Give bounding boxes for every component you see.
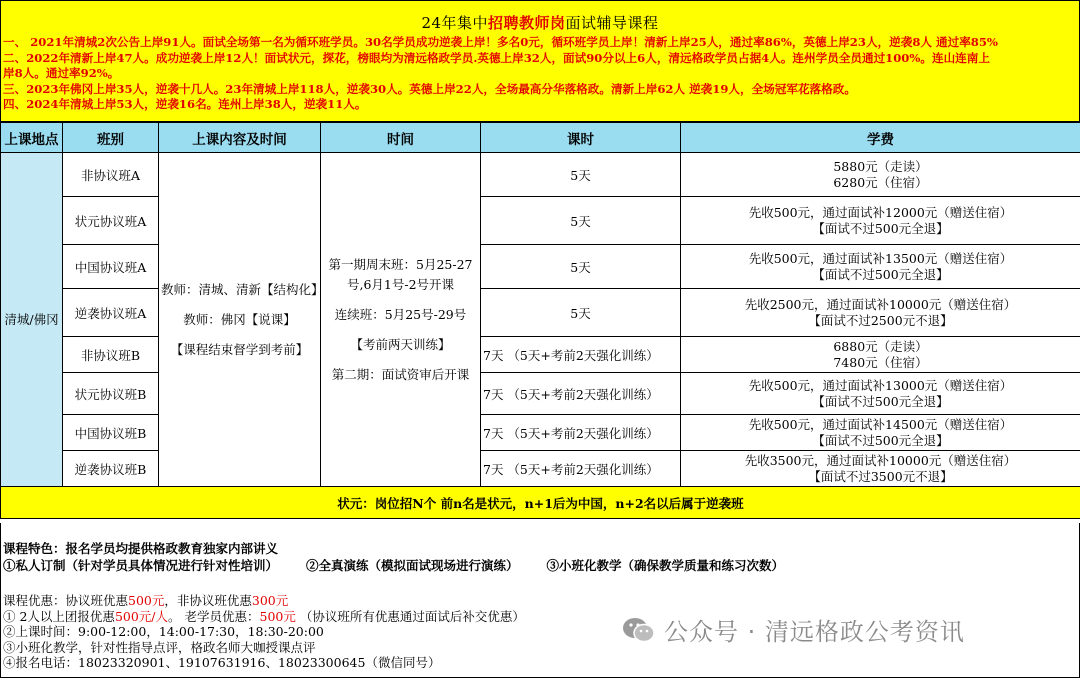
- table-row: [1, 153, 1080, 197]
- class-cell: 状元协议班B: [63, 373, 159, 415]
- ranking-note: 状元：岗位招N个 前n名是状元，n+1后为中国，n+2名以后属于逆袭班: [1, 487, 1080, 519]
- phone-line: ④报名电话：18023320901、19107631916、18023300645（微信同号）: [3, 655, 441, 670]
- discount-prefix: 课程优惠：协议班优惠: [3, 593, 129, 608]
- header-hours: 课时: [481, 123, 681, 153]
- fee-line: 先收500元，通过面试补13000元（赠送住宿）: [748, 377, 1013, 393]
- time-cell: [321, 153, 481, 487]
- time-line: 第一期周末班：5月25-27号,6月1号-2号开课: [328, 256, 473, 292]
- fee-line: 先收500元，通过面试补12000元（赠送住宿）: [748, 204, 1013, 220]
- header-class: 班别: [63, 123, 159, 153]
- fee-line: 【面试不过500元全退】: [812, 432, 949, 448]
- fee-cell: [681, 373, 1080, 415]
- time-line: 第二期：面试资审后开课: [331, 366, 470, 382]
- fee-line: 先收500元，通过面试补13500元（赠送住宿）: [748, 250, 1013, 266]
- time-line: 【考前两天训练】: [350, 336, 451, 352]
- small-class-line: ③小班化教学，针对性指导点评，格政名师大咖授课点评: [3, 639, 316, 655]
- hours-cell: 5天: [481, 153, 681, 197]
- discount-mid: ，非协议班优惠: [164, 593, 252, 608]
- discount-line: [3, 593, 525, 609]
- group-value: 500元/人: [114, 608, 169, 624]
- header-content: 上课内容及时间: [159, 123, 321, 153]
- feature-title: 课程特色：报名学员均提供格政教育独家内部讲义: [3, 541, 279, 556]
- discount-value: 300元: [251, 593, 289, 608]
- old-student-value: 500元: [259, 608, 296, 624]
- wechat-icon: [622, 616, 656, 644]
- feature-item: ③小班化教学（确保教学质量和练习次数）: [546, 558, 785, 573]
- content-line: 教师：佛冈【说课】: [183, 311, 296, 327]
- title-suffix: 面试辅导课程: [565, 14, 659, 32]
- fee-cell: [681, 337, 1080, 373]
- fee-line: 先收2500元，通过面试补10000元（赠送住宿）: [744, 296, 1017, 312]
- header-fee: 学费: [681, 123, 1080, 153]
- fee-cell: [681, 153, 1080, 197]
- title-prefix: 24年集中: [421, 14, 489, 32]
- hours-cell: 5天: [481, 197, 681, 245]
- note-line: 二、2022年清新上岸47人。成功逆袭上岸12人！面试状元，探花，榜眼均为清远格政学员.英德上岸32人，面试90分以上6人，清远格政学员占据4人。连州学员全员通过100%。连山连南上: [3, 50, 990, 65]
- class-cell: 非协议班A: [63, 153, 159, 197]
- fee-line: 【面试不过500元全退】: [812, 393, 949, 409]
- note-line: 四、2024年清城上岸53人，逆袭16名。连州上岸38人，逆袭11人。: [3, 97, 367, 111]
- class-cell: 中国协议班A: [63, 245, 159, 289]
- content-cell: [159, 153, 324, 487]
- group-prefix: ① 2人以上团报优惠: [3, 608, 115, 624]
- header-banner: [0, 0, 1080, 122]
- course-table: [0, 122, 1080, 519]
- fee-line: 【面试不过2500元不退】: [808, 312, 953, 328]
- page-title: [1, 13, 1079, 33]
- fee-line: 6880元（走读）: [833, 338, 928, 354]
- content-line: 【课程结束督学到考前】: [170, 341, 309, 357]
- title-highlight: 招聘教师岗: [488, 14, 566, 32]
- table-footer-row: [1, 487, 1080, 519]
- class-cell: 非协议班B: [63, 337, 159, 373]
- fee-line: 【面试不过500元全退】: [812, 266, 949, 282]
- note-line: 三、2023年佛冈上岸35人，逆袭十几人。23年清城上岸118人，逆袭30人。英德上岸22人，全场最高分华落格政。清新上岸62人 逆袭19人，全场冠军花落格政。: [3, 81, 856, 96]
- results-notes: [1, 35, 1079, 113]
- fee-line: 7480元（住宿）: [833, 354, 928, 370]
- class-cell: 中国协议班B: [63, 415, 159, 451]
- fee-cell: [681, 289, 1080, 337]
- table-header-row: [1, 123, 1080, 153]
- hours-cell: 7天 （5天+考前2天强化训练）: [481, 451, 681, 487]
- group-mid: 。 老学员优惠：: [168, 608, 260, 624]
- course-notes: [0, 523, 1080, 678]
- fee-line: 6280元（住宿）: [833, 174, 928, 190]
- fee-cell: [681, 415, 1080, 451]
- feature-item: ①私人订制（针对学员具体情况进行针对性培训）: [3, 558, 279, 573]
- discount-value: 500元: [128, 593, 165, 608]
- note-line: 一、 2021年清城2次公告上岸91人。面试全场第一名为循环班学员。30名学员成功逆袭上岸！多名0元，循环班学员上岸！清新上岸25人，通过率86%，英德上岸23人，逆袭8人 通过率85%: [3, 35, 998, 49]
- note-line: 岸8人。通过率92%。: [3, 66, 120, 80]
- fee-line: 先收500元，通过面试补14500元（赠送住宿）: [748, 416, 1013, 432]
- class-cell: 逆袭协议班A: [63, 289, 159, 337]
- hours-cell: 7天 （5天+考前2天强化训练）: [481, 415, 681, 451]
- content-line: 教师：清城、清新【结构化】: [161, 281, 324, 297]
- fee-line: 先收3500元，通过面试补10000元（赠送住宿）: [744, 452, 1017, 468]
- location-cell: 清城/佛冈: [1, 153, 63, 487]
- header-location: 上课地点: [1, 123, 63, 153]
- watermark-text: 公众号 · 清远格政公考资讯: [664, 618, 965, 646]
- class-cell: 逆袭协议班B: [63, 451, 159, 487]
- hours-cell: 5天: [481, 289, 681, 337]
- fee-line: 【面试不过3500元不退】: [808, 468, 953, 484]
- time-line: 连续班：5月25号-29号: [334, 306, 467, 322]
- fee-line: 5880元（走读）: [833, 158, 928, 174]
- hours-cell: 7天 （5天+考前2天强化训练）: [481, 373, 681, 415]
- class-cell: 状元协议班A: [63, 197, 159, 245]
- hours-cell: 5天: [481, 245, 681, 289]
- discount-block: [3, 593, 525, 671]
- fee-cell: [681, 245, 1080, 289]
- schedule-line: ②上课时间：9:00-12:00，14:00-17:30，18:30-20:00: [3, 624, 324, 639]
- feature-item: ②全真演练（模拟面试现场进行演练）: [306, 558, 519, 573]
- fee-cell: [681, 451, 1080, 487]
- group-note: （协议班所有优惠通过面试后补交优惠）: [295, 608, 525, 624]
- feature-list: [3, 556, 784, 574]
- group-discount-line: [3, 609, 525, 625]
- header-time: 时间: [321, 123, 481, 153]
- fee-line: 【面试不过500元全退】: [812, 220, 949, 236]
- fee-cell: [681, 197, 1080, 245]
- wechat-watermark: [622, 612, 965, 647]
- hours-cell: 7天 （5天+考前2天强化训练）: [481, 337, 681, 373]
